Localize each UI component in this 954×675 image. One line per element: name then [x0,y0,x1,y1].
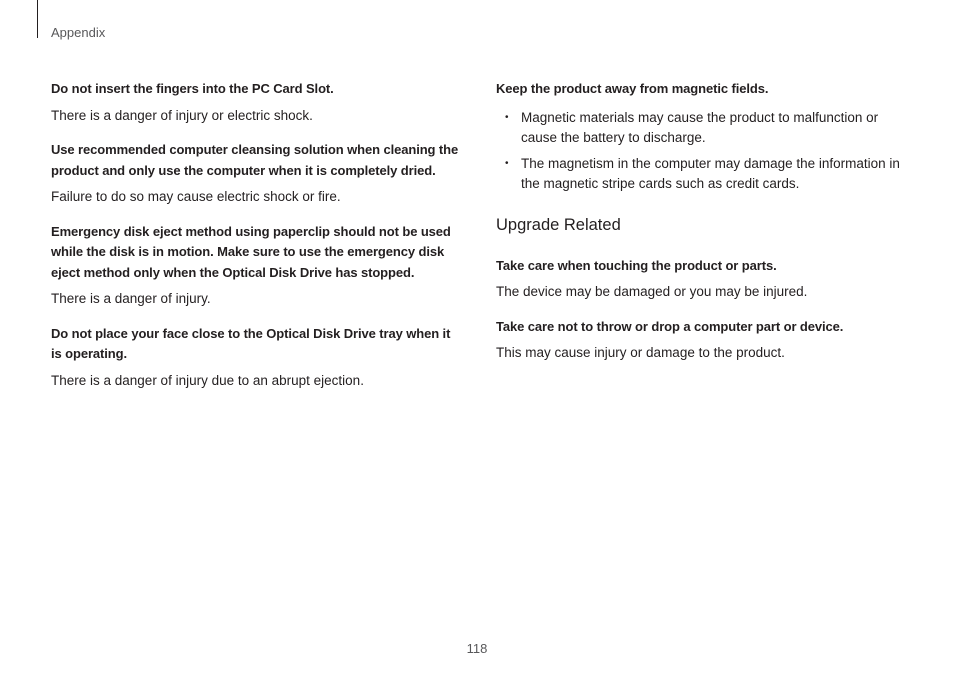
section-label: Appendix [51,25,106,40]
caution-text: The device may be damaged or you may be injured. [496,284,808,299]
caution-item [51,222,461,310]
caution-text: Failure to do so may cause electric shock or fire. [51,189,341,204]
bullet-icon: • [505,111,509,123]
caution-item [51,324,461,392]
caution-heading: Take care when touching the product or parts. [496,257,777,273]
caution-text: This may cause injury or damage to the product. [496,345,785,360]
page-number: 118 [466,641,488,656]
caution-heading: Do not place your face close to the Optical Disk Drive tray when it is operating. [51,325,451,361]
caution-heading: Take care not to throw or drop a computer part or device. [496,318,844,334]
magnetic-bullet-list [496,108,906,195]
magnetic-heading: Keep the product away from magnetic fields. [496,81,769,96]
caution-item [496,256,906,303]
bullet-item [496,108,906,149]
bullet-icon: • [505,157,509,169]
caution-heading: Emergency disk eject method using paperclip should not be used while the disk is in motion. Make sure to use the emergency disk eject method only when the Optical Disk Drive has stopped. [51,223,451,280]
bullet-text: Magnetic materials may cause the product to malfunction or cause the battery to discharge. [521,109,879,145]
caution-item [496,317,906,364]
caution-heading: Do not insert the fingers into the PC Card Slot. [51,81,334,96]
caution-text: There is a danger of injury or electric shock. [51,107,313,123]
upgrade-subheading: Upgrade Related [496,215,621,234]
right-column [496,79,906,378]
bullet-text: The magnetism in the computer may damage the information in the magnetic stripe cards such as credit cards. [521,155,900,191]
caution-heading: Use recommended computer cleansing solution when cleaning the product and only use the computer when it is completely dried. [51,142,459,178]
caution-item [51,79,461,126]
left-column [51,79,461,405]
caution-text: There is a danger of injury. [51,291,211,306]
bullet-item [496,154,906,195]
caution-text: There is a danger of injury due to an abrupt ejection. [51,372,364,388]
header-divider [37,0,38,38]
caution-item [51,140,461,208]
